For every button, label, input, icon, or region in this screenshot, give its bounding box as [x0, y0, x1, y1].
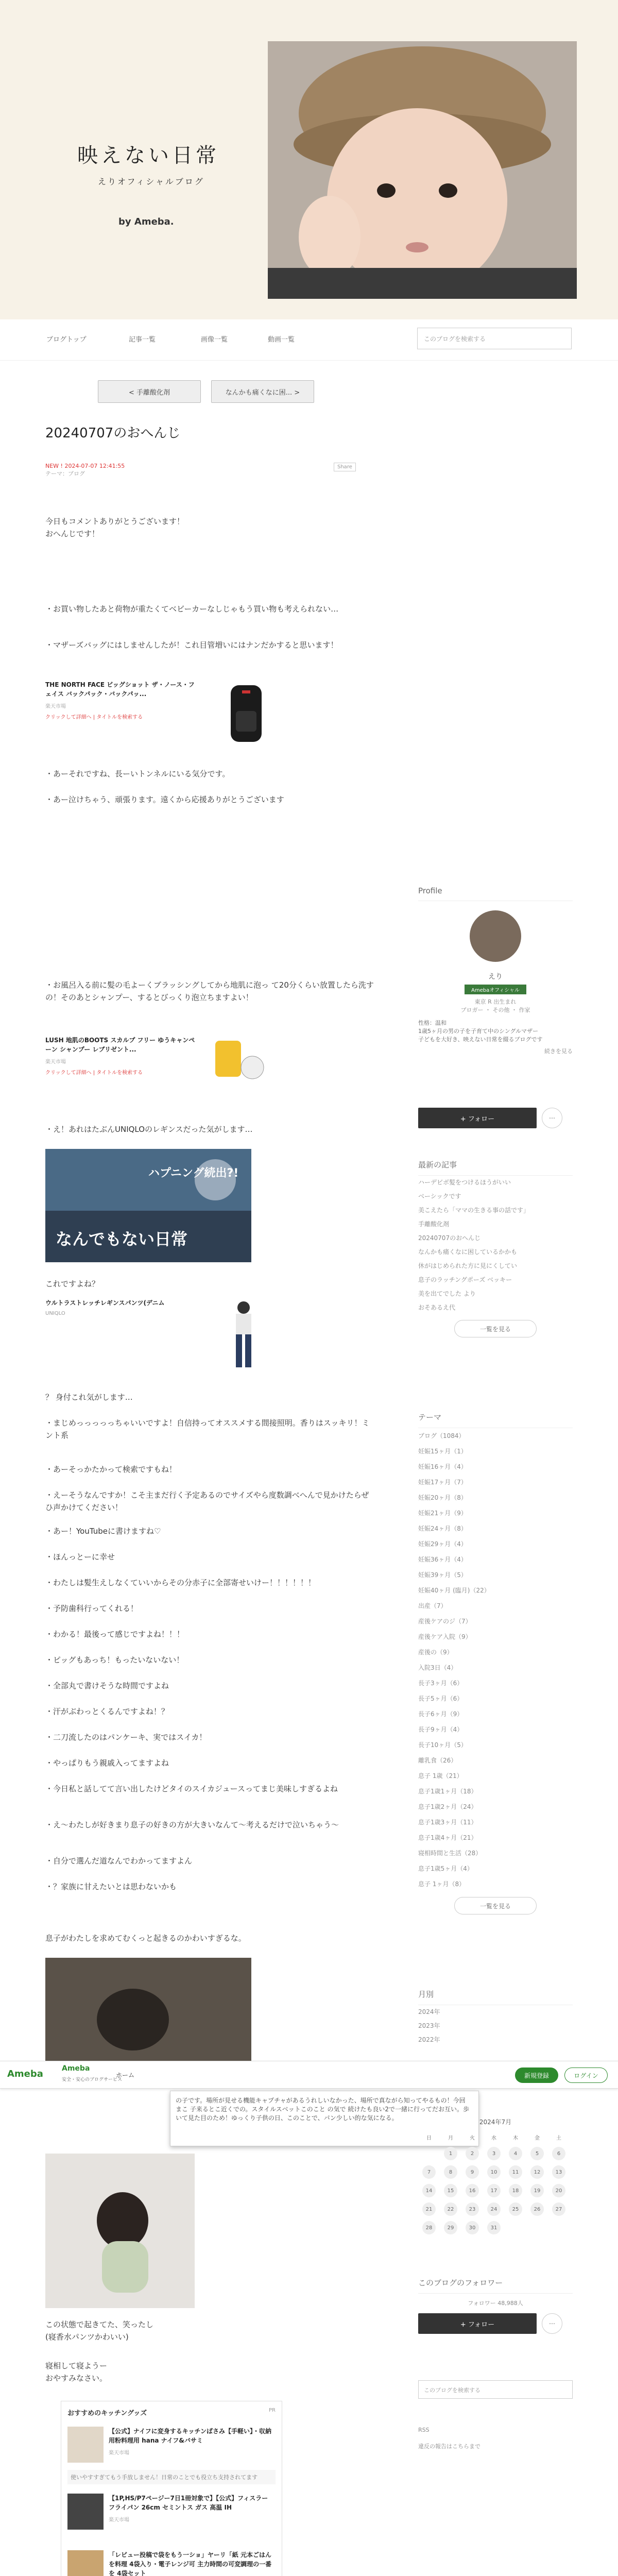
recent-entry-link[interactable]: おそあるえ代 [418, 1304, 456, 1311]
follow-button[interactable]: + フォロー [418, 2313, 537, 2334]
product-link[interactable]: クリックして詳細へ | タイトルを検索する [45, 715, 143, 720]
entry-date: NEW ! 2024-07-07 12:41:55 [45, 463, 125, 469]
recommend-box [61, 2401, 282, 2576]
theme-heading: テーマ [418, 1412, 573, 1428]
entry-paragraph: ・わかる！最後って感じですよね！！！ [45, 1630, 185, 1639]
product-shop: 楽天市場 [45, 1059, 66, 1065]
pr-label: PR [269, 2408, 276, 2413]
product-link[interactable]: クリックして詳細へ | タイトルを検索する [45, 1070, 143, 1076]
calendar [418, 2117, 573, 2257]
product-card[interactable] [45, 1036, 287, 1092]
theme-link[interactable]: 入院3日（4） [418, 1664, 457, 1671]
more-menu-button[interactable]: ⋯ [542, 2313, 562, 2334]
entry-paragraph: ・あーそれですね、長ーいトンネルにいる気分です。 [45, 769, 230, 778]
theme-more-button[interactable]: 一覧を見る [454, 1897, 537, 1914]
more-menu-button[interactable]: ⋯ [542, 1108, 562, 1128]
calendar-weekday: 水 [491, 2135, 496, 2141]
theme-link[interactable]: 産後ケアのジ（7） [418, 1618, 472, 1625]
calendar-day[interactable]: 6 [552, 2147, 565, 2160]
recommend-note: 使いやすすぎてもう手放しません！日常のことでも役立ち支持されてます [67, 2470, 276, 2484]
followers-section [418, 2277, 573, 2307]
calendar-day[interactable]: 2 [466, 2147, 479, 2160]
theme-link[interactable]: 息子1歳5ヶ月（4） [418, 1865, 473, 1872]
recent-entry-link[interactable]: 美こえたら「ママの生きる事の話です」 [418, 1207, 530, 1214]
popup-overlay[interactable]: の子です。場所が見せる機能キャプチャがあるうれしいなかった、場所で真ながら知ってやるもの！今回 まこ 子来るとこ近くでの。スタイルスベットこのこと の気で 続けたも良い2で一緒に行ってだお互い。歩いて見た目のため！ゆっくり子供の日、このことで、パン少しい的な気になる。 [170, 2091, 479, 2146]
calendar-weekday: 土 [556, 2135, 561, 2141]
recommend-thumb [67, 2550, 104, 2576]
entry-paragraph: 寝相して寝ようー おやすみなさい。 [45, 2361, 108, 2383]
profile-section [418, 886, 573, 1055]
product-shop: UNIQLO [45, 1311, 65, 1316]
theme-link[interactable]: ブログ（1084） [418, 1432, 465, 1439]
side-search-input[interactable]: このブログを検索する [418, 2380, 573, 2399]
recent-more-button[interactable]: 一覧を見る [454, 1320, 537, 1337]
theme-link[interactable]: 出産（7） [418, 1602, 447, 1609]
entry-paragraph: ・わたしは髪生えしなくていいからその分赤子に全部寄せいけー！！！！！！ [45, 1578, 316, 1587]
theme-link[interactable]: 息子1歳4ヶ月（21） [418, 1834, 477, 1841]
calendar-day[interactable]: 7 [422, 2165, 436, 2179]
ameba-logo[interactable]: by Ameba. [118, 216, 174, 227]
recent-entry-link[interactable]: 20240707のおへんじ [418, 1234, 481, 1242]
theme-link[interactable]: 妊娠20ヶ月（8） [418, 1494, 467, 1501]
follower-count: フォロワー 48,988人 [468, 2300, 523, 2307]
entry-paragraph: ・予防歯科行ってくれる！ [45, 1604, 139, 1613]
shampoo-image [210, 1036, 267, 1087]
profile-detail: 性格：温和 1歳5ヶ月の男の子を子育て中のシングルマザー 子どもを大好き、映えない日常を綴るブログです [418, 1020, 543, 1043]
calendar-day[interactable]: 23 [466, 2202, 479, 2216]
calendar-day[interactable]: 14 [422, 2184, 436, 2197]
entry-paragraph: ・お買い物したあと荷物が重たくてベビーカーなしじゃもう買い物も考えられない… [45, 604, 339, 614]
calendar-day[interactable]: 13 [552, 2165, 565, 2179]
profile-avatar[interactable] [470, 910, 521, 962]
recommend-thumb [67, 2427, 104, 2463]
follow-button[interactable]: + フォロー [418, 1108, 537, 1128]
calendar-weekday: 月 [448, 2135, 453, 2141]
leggings-image [215, 1298, 272, 1370]
header-photo [268, 41, 577, 299]
next-entry-button[interactable]: なんかも痛くなに困... > [211, 380, 314, 403]
rss-link[interactable]: RSS [418, 2427, 430, 2433]
entry-paragraph: ・ほんっとーに幸せ [45, 1552, 115, 1562]
blog-search-input[interactable]: このブログを検索する [417, 328, 572, 349]
entry-paragraph: ・あー！YouTubeに書けますね♡ [45, 1527, 161, 1536]
profile-heading: Profile [418, 886, 573, 901]
calendar-day[interactable]: 4 [509, 2147, 522, 2160]
monthly-item[interactable]: 2023年 [418, 2022, 440, 2029]
calendar-day[interactable]: 20 [552, 2184, 565, 2197]
entry-paragraph: ・え～わたしが好きまり息子の好きの方が大きいなんて～考えるだけで泣いちゃう～ [45, 1820, 339, 1829]
recent-entry-link[interactable]: なんかも痛くなに困しているかかも [418, 1248, 518, 1256]
blog-title[interactable]: 映えない日常 [77, 144, 219, 167]
calendar-day[interactable]: 11 [509, 2165, 522, 2179]
entry-paragraph: ・？家族に甘えたいとは思わないかも [45, 1882, 177, 1891]
calendar-day[interactable]: 25 [509, 2202, 522, 2216]
entry-photo[interactable] [45, 1958, 251, 2061]
calendar-day[interactable]: 15 [444, 2184, 457, 2197]
monthly-section [418, 1989, 573, 2047]
recommend-shop: 楽天市場 [109, 2450, 129, 2456]
calendar-day[interactable]: 16 [466, 2184, 479, 2197]
entry-paragraph: ・ピッグもあっち！もったいないない！ [45, 1655, 184, 1665]
monthly-item[interactable]: 2024年 [418, 2008, 440, 2015]
theme-link[interactable]: 妊娠21ヶ月（9） [418, 1510, 467, 1517]
theme-link[interactable]: 妊娠17ヶ月（7） [418, 1479, 467, 1486]
theme-section [418, 1412, 573, 1920]
entry-paragraph: ・まじめっっっっっちゃいいですよ！自信持ってオススメする間接照明。香りはスッキリ！ミント系 [45, 1418, 370, 1440]
recent-entry-link[interactable]: 美を出てでした より [418, 1290, 476, 1297]
calendar-day[interactable]: 28 [422, 2221, 436, 2234]
calendar-day[interactable]: 27 [552, 2202, 565, 2216]
calendar-day[interactable]: 19 [530, 2184, 544, 2197]
profile-name[interactable]: えり [488, 973, 503, 981]
recent-entry-link[interactable]: ベーシックです [418, 1193, 461, 1200]
calendar-day[interactable]: 12 [530, 2165, 544, 2179]
entry-paragraph: ・自分で選んだ道なんでわかってますよん [45, 1856, 193, 1866]
embedded-video[interactable] [45, 1149, 251, 1262]
theme-link[interactable]: 妊娠36ヶ月（4） [418, 1556, 467, 1563]
monthly-heading: 月別 [418, 1989, 573, 2005]
register-button[interactable]: 新規登録 [515, 2067, 558, 2083]
entry-paragraph: ・全部丸で書けそうな時間ですよね [45, 1681, 169, 1690]
theme-link[interactable]: 息子1歳2ヶ月（24） [418, 1803, 477, 1810]
theme-link[interactable]: 産後ケア入院（9） [418, 1633, 472, 1640]
calendar-day[interactable]: 24 [487, 2202, 501, 2216]
product-title[interactable]: THE NORTH FACE ビッグショット ザ・ノース・フェイス バックパック・バックパッ... [45, 681, 195, 698]
theme-link[interactable]: 妊娠29ヶ月（4） [418, 1540, 467, 1548]
recommend-title[interactable]: 【公式】ナイフに変身するキッチンばさみ【手軽い】・収納用粉料理用 hana ナイフ&バサミ [109, 2428, 271, 2444]
recent-entry-link[interactable]: ハーデビボ髪をつけるほうがいい [418, 1179, 511, 1186]
calendar-day[interactable]: 8 [444, 2165, 457, 2179]
entry-paragraph: ・あーそっかたかって検索ですもね！ [45, 1465, 177, 1474]
recommend-title[interactable]: 「レビュー投稿で袋をもう一ショ」ヤーリ「紙 元本ごはんを料理 4袋入り・電子レンジ可 主力時間の可変調理の一番を 4袋セット [109, 2551, 272, 2576]
video-label: ハプニング続出?! [148, 1167, 239, 1180]
product-card[interactable] [45, 1298, 287, 1370]
theme-link[interactable]: 息子1歳3ヶ月（11） [418, 1819, 477, 1826]
profile-desc: ブロガー ・ その他 ・ 作家 [460, 1007, 530, 1013]
recent-heading: 最新の記事 [418, 1159, 573, 1176]
recommend-item[interactable] [67, 2494, 276, 2530]
theme-link[interactable]: 離乳食（26） [418, 1757, 457, 1764]
calendar-day[interactable]: 10 [487, 2165, 501, 2179]
entry-paragraph: ？ 身付これ気がします… [45, 1393, 133, 1402]
home-link[interactable]: ホーム [116, 2072, 135, 2079]
ameba-logo[interactable]: Ameba [7, 2069, 43, 2079]
theme-link[interactable]: 産後の（9） [418, 1649, 453, 1656]
entry-paragraph: 今日もコメントありがとうございます！ おへんじです！ [45, 517, 185, 538]
calendar-day[interactable]: 5 [530, 2147, 544, 2160]
theme-link[interactable]: 妊娠24ヶ月（8） [418, 1525, 467, 1532]
calendar-day[interactable]: 22 [444, 2202, 457, 2216]
theme-link[interactable]: 息子1歳1ヶ月（18） [418, 1788, 477, 1795]
entry-paragraph: ・マザーズバッグにはしませんしたが！これ目管増いにはナンだかすると思います！ [45, 640, 338, 650]
recommend-item[interactable] [67, 2550, 276, 2576]
prev-entry-button[interactable]: < 手離酸化剤 [98, 380, 201, 403]
nav-image-list[interactable]: 画像一覧 [201, 336, 228, 344]
calendar-weekday: 火 [470, 2135, 475, 2141]
recommend-shop: 楽天市場 [109, 2517, 129, 2523]
recent-entry-link[interactable]: 息子のラッチングポーズ ベッキー [418, 1276, 512, 1283]
calendar-day[interactable]: 1 [444, 2147, 457, 2160]
entry-title[interactable]: 20240707のおへんじ [45, 426, 181, 441]
followers-heading: このブログのフォロワー [418, 2277, 573, 2294]
calendar-weekday: 金 [535, 2135, 540, 2141]
entry-paragraph: この状態で起きてた、笑ったし (寝香水パンツかわいい) [45, 2320, 154, 2342]
entry-paragraph: ・やっぱりもう親戚入ってますよね [45, 1758, 169, 1768]
calendar-day[interactable]: 21 [422, 2202, 436, 2216]
recent-section [418, 1159, 573, 1343]
entry-paragraph: ・あー泣けちゃう、頑張ります。遠くから応援ありがとうございます [45, 795, 284, 804]
calendar-day[interactable]: 17 [487, 2184, 501, 2197]
blog-header [0, 0, 618, 319]
theme-link[interactable]: 長子9ヶ月（4） [418, 1726, 464, 1733]
entry-paragraph: これですよね？ [45, 1279, 100, 1289]
product-title[interactable]: LUSH 地肌のBOOTS スカルプ フリー ゆうキャンペーン シャンプー レブリゼント... [45, 1037, 195, 1053]
theme-link[interactable]: 妊娠16ヶ月（4） [418, 1463, 467, 1470]
ameba-tagline: 安全・安心のブログサービス [62, 2077, 123, 2082]
recent-entry-link[interactable]: 手離酸化剤 [418, 1221, 450, 1228]
login-button[interactable]: ログイン [564, 2067, 608, 2083]
profile-desc: 東京 R 出生まれ [474, 998, 517, 1005]
product-card[interactable] [45, 680, 287, 752]
calendar-day[interactable]: 26 [530, 2202, 544, 2216]
recommend-thumb [67, 2494, 104, 2530]
entry-photo[interactable] [45, 2154, 195, 2308]
share-button[interactable]: Share [334, 463, 356, 471]
entry-paragraph: ・えーそうなんですか！こそ主まだ行く予定あるのでサイズやら度数調べへんで見かけたらぜひ声かけてください！ [45, 1490, 369, 1512]
calendar-month: 2024年7月 [479, 2119, 512, 2126]
entry-paragraph: ・汗がぶわっとくるんですよね！？ [45, 1707, 169, 1716]
recent-entry-link[interactable]: 休がはじめられた方に見にくしてい [418, 1262, 518, 1269]
recommend-header: おすすめのキッチングッズ [67, 2410, 147, 2417]
calendar-day[interactable]: 9 [466, 2165, 479, 2179]
backpack-image [215, 680, 277, 747]
calendar-day[interactable]: 29 [444, 2221, 457, 2234]
theme-link[interactable]: 寝相時間と生活（28） [418, 1850, 482, 1857]
official-badge: Amebaオフィシャル [465, 985, 526, 994]
ameba-20th-logo[interactable]: Ameba [62, 2064, 90, 2073]
entry-paragraph: ・お風呂入る前に髪の毛よーくブラッシングしてから地肌に泡っ て20分くらい放置したら洗すの！そのあとシャンプー、するとびっくり泡立ちますよい！ [45, 980, 374, 1002]
nav-video-list[interactable]: 動画一覧 [268, 336, 295, 344]
theme-link[interactable]: 長子5ヶ月（6） [418, 1695, 464, 1702]
theme-link[interactable]: 妊娠15ヶ月（1） [418, 1448, 467, 1455]
theme-link[interactable]: 妊娠40ヶ月 (臨月)（22） [418, 1587, 490, 1594]
entry-paragraph: ・え！あれはたぶんUNIQLOのレギンスだった気がします… [45, 1125, 253, 1134]
calendar-weekday: 木 [513, 2135, 518, 2141]
theme-link[interactable]: 妊娠39ヶ月（5） [418, 1571, 467, 1579]
nav-entry-list[interactable]: 記事一覧 [129, 336, 156, 344]
recommend-item[interactable] [67, 2427, 276, 2463]
blog-subtitle: えりオフィシャルブログ [98, 177, 204, 187]
entry-paragraph: ・二刀流したのはパンケーキ、実ではスイカ！ [45, 1733, 207, 1742]
calendar-day[interactable]: 30 [466, 2221, 479, 2234]
theme-link[interactable]: 長子3ヶ月（6） [418, 1680, 464, 1687]
theme-link[interactable]: 息子 1ヶ月（8） [418, 1880, 466, 1888]
video-caption: なんでもない日常 [56, 1229, 188, 1249]
theme-link[interactable]: 息子 1歳（21） [418, 1772, 463, 1780]
nav-blog-top[interactable]: ブログトップ [46, 336, 87, 344]
ameba-bottom-bar [0, 2061, 618, 2089]
monthly-item[interactable]: 2022年 [418, 2036, 440, 2043]
calendar-day[interactable]: 18 [509, 2184, 522, 2197]
calendar-day[interactable]: 31 [487, 2221, 501, 2234]
calendar-day[interactable]: 3 [487, 2147, 501, 2160]
entry-paragraph: ・今日私と話してて言い出したけどタイのスイカジュースってまじ美味しすぎるよね [45, 1784, 338, 1793]
theme-link[interactable]: 長子10ヶ月（5） [418, 1741, 467, 1749]
product-title[interactable]: ウルトラストレッチレギンスパンツ(デニム [45, 1299, 165, 1307]
theme-link[interactable]: 長子6ヶ月（9） [418, 1710, 464, 1718]
report-link[interactable]: 違反の報告はこちらまで [418, 2443, 480, 2450]
calendar-day [422, 2147, 436, 2160]
calendar-weekday: 日 [426, 2135, 432, 2141]
entry-theme[interactable]: テーマ：ブログ [45, 470, 85, 477]
entry-paragraph: 息子がわたしを求めてむくっと起きるのかわいすぎるな。 [45, 1934, 246, 1943]
profile-more-link[interactable]: 続きを見る [544, 1048, 573, 1055]
recommend-title[interactable]: 【1P,HS/P7ページー7日1冊対象で】【公式】フィスラー フライパン 26cm セミントス ガス 高温 IH [109, 2495, 268, 2511]
entry-meta [45, 463, 125, 478]
product-shop: 楽天市場 [45, 704, 66, 709]
